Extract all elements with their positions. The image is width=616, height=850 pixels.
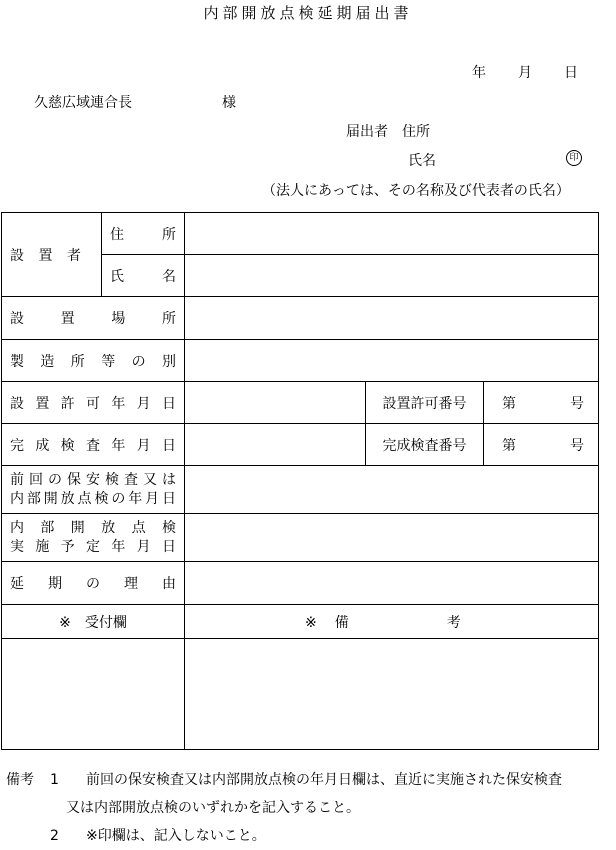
- corporation-note: （法人にあっては、その名称及び代表者の氏名）: [262, 183, 570, 199]
- permit-date-label: 設置許可年月日: [2, 382, 185, 424]
- remarks-label: 備考: [6, 772, 34, 788]
- previous-inspection-line2: 内部開放点検の年月日: [10, 490, 176, 507]
- completion-number-label: 完成検査番号: [366, 424, 484, 466]
- previous-inspection-field[interactable]: [185, 466, 599, 514]
- address-field[interactable]: [185, 213, 599, 255]
- scheduled-inspection-line1: 内部開放点検: [10, 519, 176, 536]
- month-label: 月: [518, 65, 532, 81]
- honorific: 様: [222, 95, 236, 111]
- reception-field[interactable]: [2, 639, 185, 750]
- application-form-table: [1, 212, 599, 750]
- address-label: 住所: [102, 213, 185, 255]
- reception-header: ※ 受付欄: [2, 605, 185, 639]
- permit-date-field[interactable]: [185, 382, 366, 424]
- name-label: 氏名: [102, 255, 185, 297]
- location-label: 設置場所: [2, 297, 185, 340]
- scheduled-inspection-label: [2, 514, 185, 562]
- remarks-text-1a: 前回の保安検査又は内部開放点検の年月日欄は、直近に実施された保安検査: [86, 772, 562, 788]
- scheduled-inspection-field[interactable]: [185, 514, 599, 562]
- reason-label: 延期の理由: [2, 562, 185, 605]
- previous-inspection-line1: 前回の保安検査又は: [10, 471, 176, 488]
- permit-number-prefix: 第: [502, 395, 516, 412]
- remarks-field[interactable]: [185, 639, 599, 750]
- scheduled-inspection-line2: 実施予定年月日: [10, 538, 176, 555]
- remarks-text-1b: 又は内部開放点検のいずれかを記入すること。: [66, 800, 360, 816]
- remarks-notes: [6, 766, 562, 850]
- completion-date-field[interactable]: [185, 424, 366, 466]
- year-label: 年: [472, 65, 486, 81]
- previous-inspection-label: [2, 466, 185, 514]
- name-field[interactable]: [185, 255, 599, 297]
- completion-date-label: 完成検査年月日: [2, 424, 185, 466]
- addressee: 久慈広域連合長: [34, 95, 132, 111]
- installer-label: 設置者: [2, 213, 102, 297]
- permit-number-suffix: 号: [570, 395, 585, 412]
- remarks-header: [185, 605, 599, 639]
- day-label: 日: [564, 65, 578, 81]
- plant-type-label: 製造所等の別: [2, 340, 185, 382]
- remarks-number-2: 2: [50, 828, 59, 844]
- completion-number-field[interactable]: [484, 424, 599, 466]
- plant-type-field[interactable]: [185, 340, 599, 382]
- remarks-header-text: 備 考: [334, 614, 461, 631]
- location-field[interactable]: [185, 297, 599, 340]
- seal-icon: 印: [566, 150, 582, 166]
- completion-number-suffix: 号: [570, 437, 585, 454]
- applicant-name-label: 氏名: [408, 153, 436, 169]
- remarks-text-2: ※印欄は、記入しないこと。: [86, 828, 266, 844]
- page-title: 内部開放点検延期届出書: [203, 4, 413, 22]
- remarks-number-1: 1: [50, 772, 59, 788]
- permit-number-label: 設置許可番号: [366, 382, 484, 424]
- reason-field[interactable]: [185, 562, 599, 605]
- date-line: [472, 62, 578, 82]
- permit-number-field[interactable]: [484, 382, 599, 424]
- remarks-mark: ※: [305, 614, 317, 631]
- completion-number-prefix: 第: [502, 437, 516, 454]
- applicant-address-label: 届出者 住所: [346, 124, 430, 140]
